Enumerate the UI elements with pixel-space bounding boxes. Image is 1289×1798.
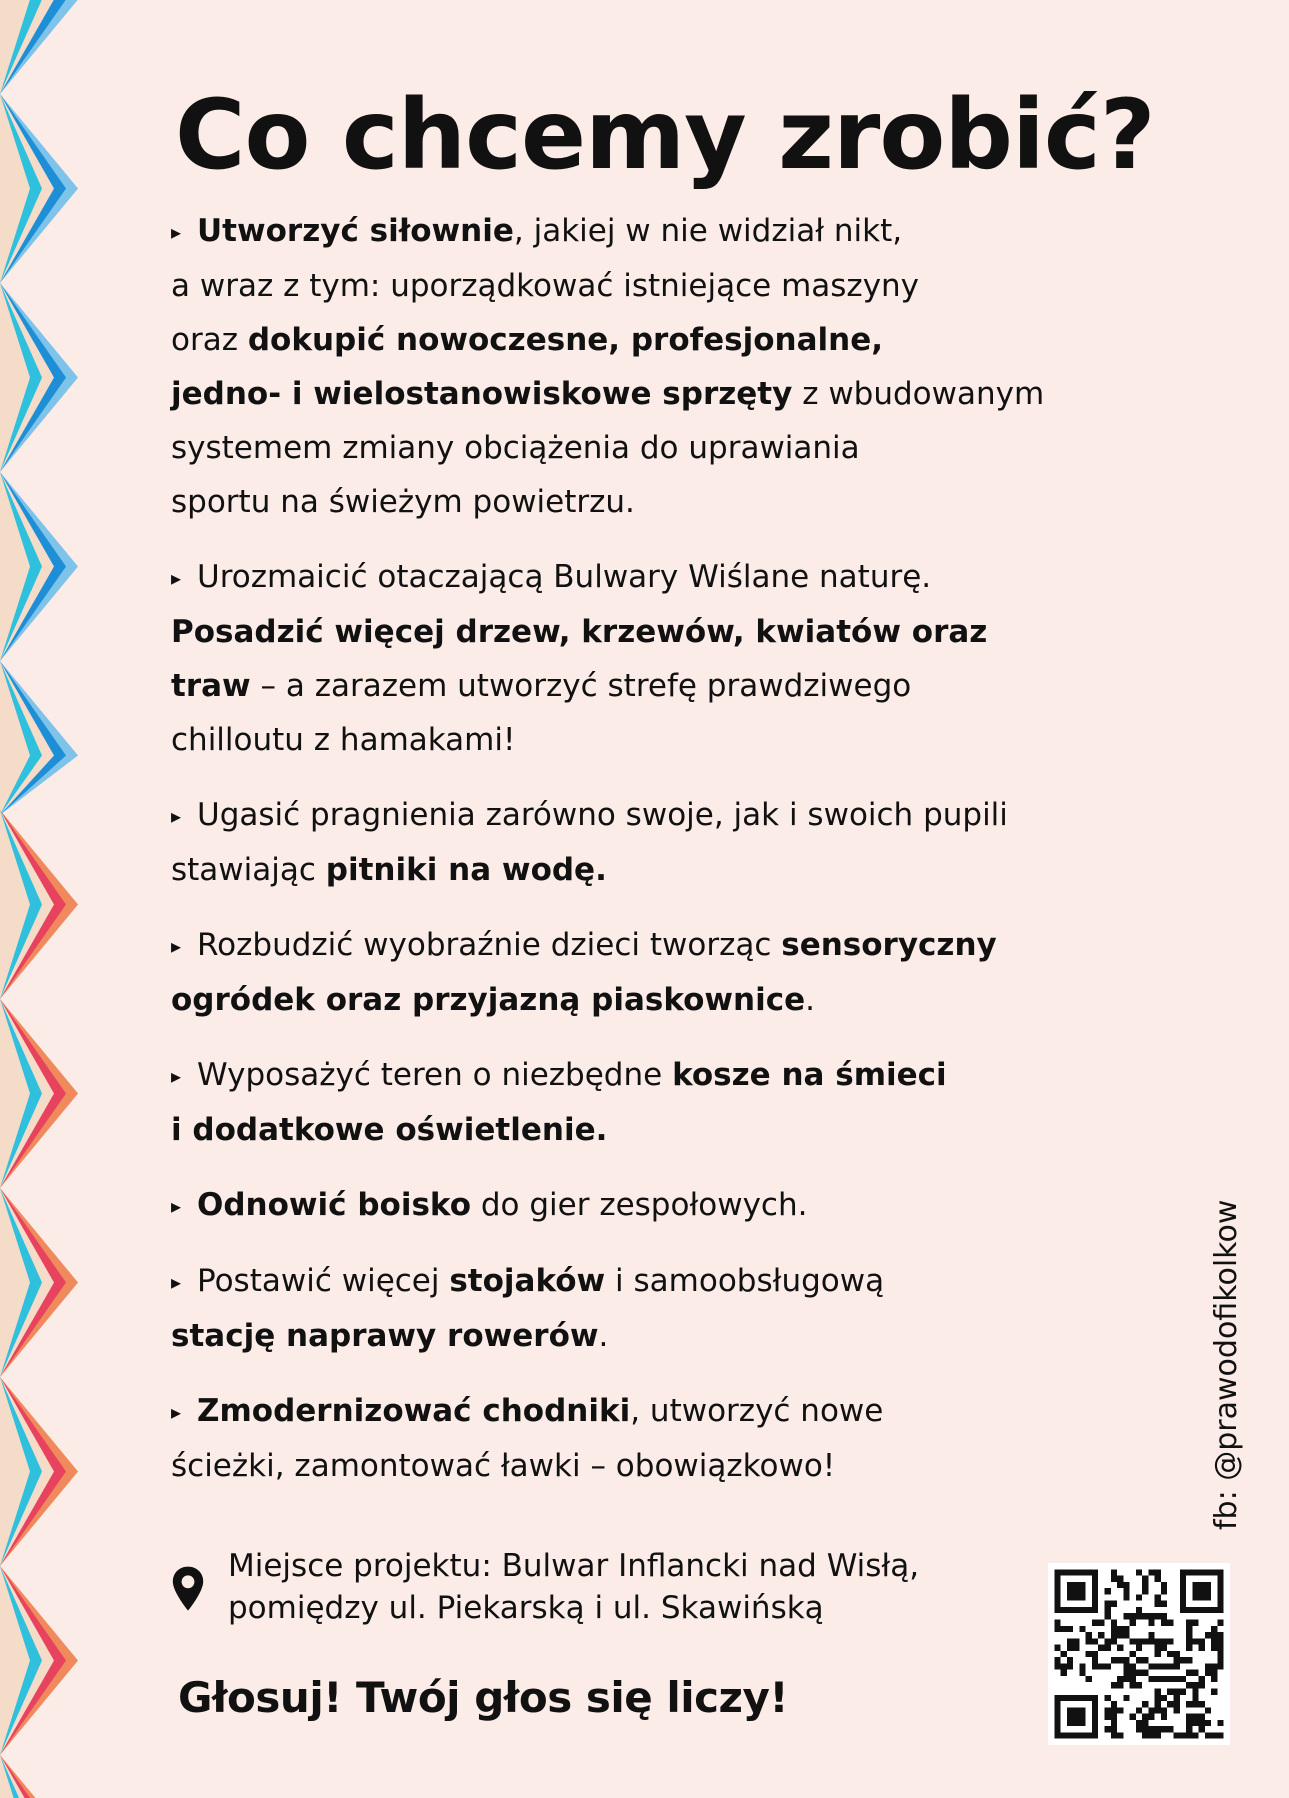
- facebook-handle: fb: @prawodofikolkow: [1209, 1199, 1244, 1530]
- bold-text: ogródek oraz przyjazną piaskownice: [171, 982, 806, 1018]
- qr-code[interactable]: [1048, 1563, 1230, 1745]
- text: .: [805, 982, 815, 1018]
- bold-text: Zmodernizować chodniki: [197, 1393, 631, 1429]
- location-line-2: pomiędzy ul. Piekarską i ul. Skawińską: [228, 1590, 824, 1626]
- text: z wbudowanym: [792, 376, 1045, 412]
- text: stawiając: [171, 852, 326, 888]
- bullet-triangle-icon: ▸: [171, 1270, 182, 1294]
- text: Wyposażyć teren o niezbędne: [197, 1057, 673, 1093]
- text: do gier zespołowych.: [471, 1187, 808, 1223]
- text: oraz: [171, 322, 248, 358]
- bold-text: stację naprawy rowerów: [171, 1318, 599, 1354]
- text: sportu na świeżym powietrzu.: [171, 484, 635, 520]
- bold-text: dokupić nowoczesne, profesjonalne,: [247, 322, 884, 358]
- map-pin-icon: [168, 1565, 208, 1613]
- location-line-1: Miejsce projektu: Bulwar Inflancki nad Wisłą,: [228, 1548, 920, 1584]
- text: Urozmaicić otaczającą Bulwary Wiślane naturę.: [197, 559, 932, 595]
- text: ścieżki, zamontować ławki – obowiązkowo!: [171, 1448, 836, 1484]
- text: Ugasić pragnienia zarówno swoje, jak i swoich pupili: [197, 797, 1008, 833]
- text: , jakiej w nie widział nikt,: [513, 213, 903, 249]
- list-item: [171, 788, 1101, 897]
- bold-text: Posadzić więcej drzew, krzewów, kwiatów oraz: [171, 614, 988, 650]
- project-list: [171, 204, 1101, 1514]
- bullet-triangle-icon: ▸: [171, 934, 182, 958]
- zigzag-border: [0, 0, 90, 1798]
- list-item: [171, 1048, 1101, 1157]
- text: a wraz z tym: uporządkować istniejące maszyny: [171, 268, 920, 304]
- text: , utworzyć nowe: [630, 1393, 884, 1429]
- bold-text: i dodatkowe oświetlenie.: [171, 1112, 608, 1148]
- bold-text: traw: [171, 668, 251, 704]
- bold-text: Odnowić boisko: [197, 1187, 471, 1223]
- bullet-triangle-icon: ▸: [171, 1194, 182, 1218]
- project-location: [168, 1545, 919, 1629]
- list-item: [171, 550, 1101, 767]
- bold-text: jedno- i wielostanowiskowe sprzęty: [171, 376, 793, 412]
- list-item: [171, 1384, 1101, 1493]
- bold-text: kosze na śmieci: [672, 1057, 947, 1093]
- list-item: [171, 1254, 1101, 1363]
- bold-text: stojaków: [449, 1263, 606, 1299]
- bullet-triangle-icon: ▸: [171, 1064, 182, 1088]
- text: chilloutu z hamakami!: [171, 722, 516, 758]
- list-item: [171, 204, 1101, 529]
- text: Postawić więcej: [197, 1263, 450, 1299]
- bullet-triangle-icon: ▸: [171, 804, 182, 828]
- bold-text: Utworzyć siłownie: [197, 213, 514, 249]
- text: – a zarazem utworzyć strefę prawdziwego: [250, 668, 912, 704]
- bullet-triangle-icon: ▸: [171, 220, 182, 244]
- bullet-triangle-icon: ▸: [171, 1400, 182, 1424]
- text: systemem zmiany obciążenia do uprawiania: [171, 430, 860, 466]
- list-item: [171, 918, 1101, 1027]
- page-title: Co chcemy zrobić?: [175, 79, 1155, 191]
- bold-text: sensoryczny: [781, 927, 997, 963]
- bullet-triangle-icon: ▸: [171, 566, 182, 590]
- text: Rozbudzić wyobraźnie dzieci tworząc: [197, 927, 782, 963]
- list-item: [171, 1178, 1101, 1233]
- text: i samoobsługową: [605, 1263, 885, 1299]
- text: .: [598, 1318, 609, 1354]
- bold-text: pitniki na wodę.: [325, 852, 607, 888]
- vote-call-to-action: Głosuj! Twój głos się liczy!: [178, 1673, 788, 1722]
